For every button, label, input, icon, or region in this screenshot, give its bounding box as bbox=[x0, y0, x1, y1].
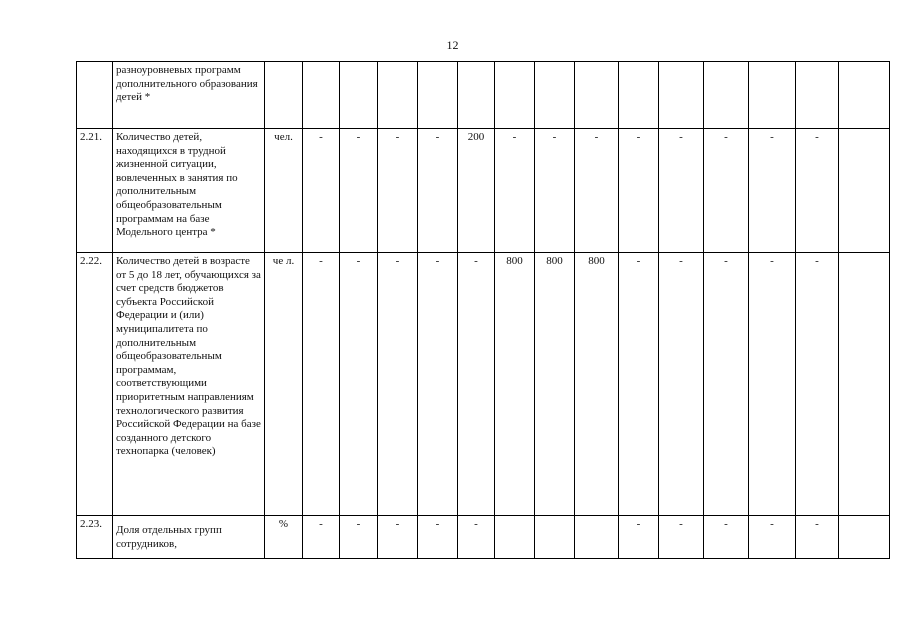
value-cell bbox=[458, 62, 495, 129]
value-cell: - bbox=[619, 253, 659, 516]
value-cell: - bbox=[575, 129, 619, 253]
value-cell bbox=[418, 62, 458, 129]
value-cell: 800 bbox=[495, 253, 535, 516]
value-cell bbox=[378, 62, 418, 129]
value-cell bbox=[340, 62, 378, 129]
value-cell: 800 bbox=[535, 253, 575, 516]
value-cell: - bbox=[418, 129, 458, 253]
table-row bbox=[77, 516, 890, 559]
value-cell bbox=[303, 62, 340, 129]
value-cell bbox=[704, 62, 749, 129]
value-cell: - bbox=[535, 129, 575, 253]
value-cell bbox=[535, 62, 575, 129]
value-cell: - bbox=[418, 516, 458, 559]
value-cell bbox=[839, 62, 890, 129]
value-cell bbox=[749, 62, 796, 129]
indicator-description: Количество детей в возрасте от 5 до 18 лет, обучающихся за счет средств бюджетов субъекта Российской Федерации и (или) муниципалитета по дополнительным общеобразовательным программам, соответствующими приоритетным направлениям технологического развития Российской Федерации на базе созданного детского технопарка (человек) bbox=[113, 253, 265, 516]
value-cell bbox=[659, 62, 704, 129]
value-cell bbox=[839, 129, 890, 253]
value-cell: - bbox=[378, 253, 418, 516]
value-cell bbox=[839, 253, 890, 516]
value-cell: - bbox=[659, 516, 704, 559]
value-cell: - bbox=[340, 129, 378, 253]
row-number: 2.21. bbox=[77, 129, 113, 253]
value-cell: - bbox=[659, 253, 704, 516]
unit-cell: чел. bbox=[265, 129, 303, 253]
value-cell: - bbox=[749, 516, 796, 559]
indicator-description: Доля отдельных групп сотрудников, bbox=[113, 516, 265, 559]
value-cell: - bbox=[378, 129, 418, 253]
value-cell bbox=[575, 516, 619, 559]
value-cell: - bbox=[704, 516, 749, 559]
table-row bbox=[77, 129, 890, 253]
row-number: 2.23. bbox=[77, 516, 113, 559]
value-cell: - bbox=[619, 516, 659, 559]
unit-cell: % bbox=[265, 516, 303, 559]
value-cell bbox=[839, 516, 890, 559]
value-cell: - bbox=[704, 253, 749, 516]
value-cell: - bbox=[619, 129, 659, 253]
unit-cell bbox=[265, 62, 303, 129]
value-cell: - bbox=[749, 129, 796, 253]
value-cell: - bbox=[495, 129, 535, 253]
value-cell: - bbox=[340, 253, 378, 516]
value-cell: - bbox=[796, 516, 839, 559]
value-cell: - bbox=[378, 516, 418, 559]
value-cell bbox=[535, 516, 575, 559]
value-cell: - bbox=[796, 253, 839, 516]
value-cell: - bbox=[749, 253, 796, 516]
value-cell: - bbox=[340, 516, 378, 559]
value-cell: - bbox=[704, 129, 749, 253]
value-cell: - bbox=[659, 129, 704, 253]
page-number: 12 bbox=[446, 38, 459, 52]
value-cell: - bbox=[303, 253, 340, 516]
unit-cell: че л. bbox=[265, 253, 303, 516]
value-cell: - bbox=[458, 516, 495, 559]
value-cell: - bbox=[303, 129, 340, 253]
table-row bbox=[77, 253, 890, 516]
value-cell: 200 bbox=[458, 129, 495, 253]
row-number: 2.22. bbox=[77, 253, 113, 516]
indicator-table bbox=[76, 61, 890, 559]
indicator-description: разноуровневых программ дополнительного образования детей * bbox=[113, 62, 265, 129]
value-cell bbox=[796, 62, 839, 129]
value-cell bbox=[575, 62, 619, 129]
value-cell: - bbox=[796, 129, 839, 253]
row-number bbox=[77, 62, 113, 129]
value-cell: - bbox=[303, 516, 340, 559]
value-cell bbox=[619, 62, 659, 129]
table-row bbox=[77, 62, 890, 129]
value-cell: - bbox=[418, 253, 458, 516]
indicator-description: Количество детей, находящихся в трудной жизненной ситуации, вовлеченных в занятия по дополнительным общеобразовательным программам на базе Модельного центра * bbox=[113, 129, 265, 253]
value-cell bbox=[495, 62, 535, 129]
value-cell bbox=[495, 516, 535, 559]
value-cell: - bbox=[458, 253, 495, 516]
value-cell: 800 bbox=[575, 253, 619, 516]
